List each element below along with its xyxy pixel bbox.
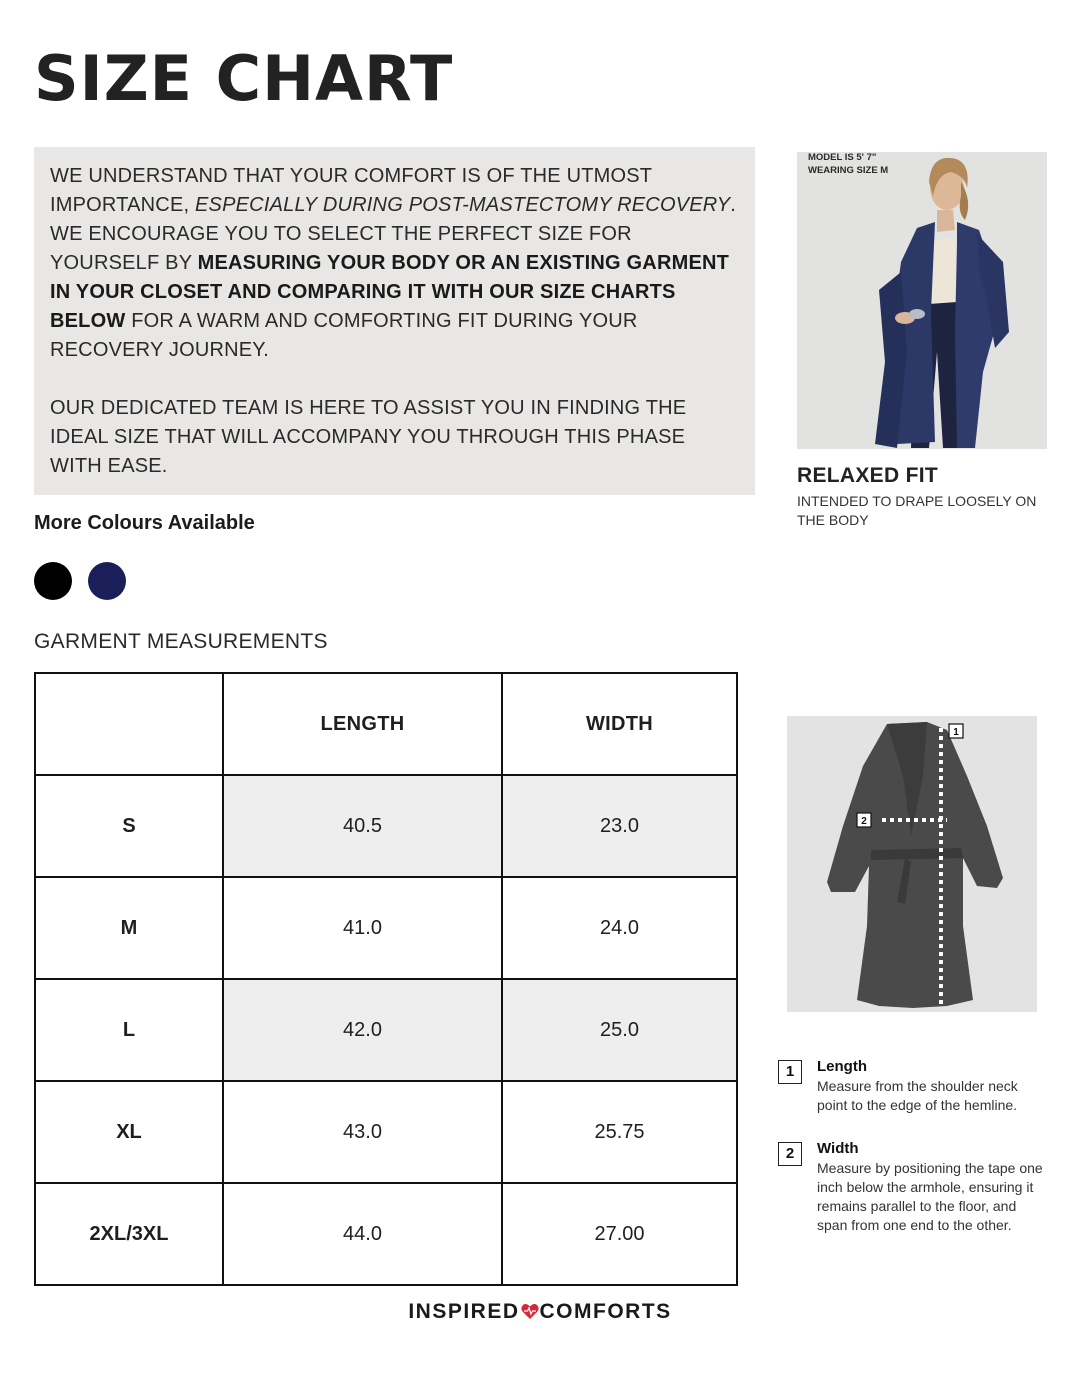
heart-icon [521, 1303, 539, 1320]
colours-heading: More Colours Available [34, 512, 255, 534]
intro-text: FOR A WARM AND COMFORTING FIT DURING YOUR RECOVERY JOURNEY. [50, 310, 638, 361]
table-header-row [35, 673, 737, 775]
model-height: MODEL IS 5' 7" [808, 152, 877, 163]
table-header-length: LENGTH [223, 673, 502, 775]
intro-paragraph-2: OUR DEDICATED TEAM IS HERE TO ASSIST YOU IN FINDING THE IDEAL SIZE THAT WILL ACCOMPANY YOU THROUGH THIS PHASE WITH EASE. [50, 397, 687, 477]
table-header-width: WIDTH [502, 673, 737, 775]
fit-description: INTENDED TO DRAPE LOOSELY ON THE BODY [797, 493, 1037, 528]
width-cell: 25.0 [502, 979, 737, 1081]
length-cell: 40.5 [223, 775, 502, 877]
intro-bold-text: MEASURING YOUR BODY OR AN EXISTING GARMENT IN YOUR CLOSET AND COMPARING IT WITH OUR SIZE CHARTS BELOW [50, 252, 730, 332]
brand-name-left: INSPIRED [408, 1300, 520, 1323]
intro-text: . WE ENCOURAGE YOU TO SELECT THE PERFECT SIZE FOR YOURSELF BY [50, 194, 736, 274]
table-header-blank [35, 673, 223, 775]
table-row [35, 979, 737, 1081]
diagram-marker-2: 2 [861, 816, 867, 827]
size-cell: L [35, 979, 223, 1081]
page-title: SIZE CHART [34, 42, 454, 115]
width-cell: 24.0 [502, 877, 737, 979]
table-row [35, 877, 737, 979]
length-cell: 42.0 [223, 979, 502, 1081]
length-cell: 41.0 [223, 877, 502, 979]
model-illustration [797, 152, 1047, 449]
size-cell: M [35, 877, 223, 979]
intro-emphasis: ESPECIALLY DURING POST-MASTECTOMY RECOVERY [195, 194, 731, 216]
intro-paragraph-1 [50, 162, 739, 365]
note-title-width: Width [817, 1140, 859, 1157]
intro-text: WE UNDERSTAND THAT YOUR COMFORT IS OF THE UTMOST IMPORTANCE, [50, 165, 652, 216]
model-size: WEARING SIZE M [808, 165, 889, 176]
table-row [35, 1081, 737, 1183]
size-cell: XL [35, 1081, 223, 1183]
measurements-heading: GARMENT MEASUREMENTS [34, 630, 328, 653]
length-cell: 43.0 [223, 1081, 502, 1183]
brand-name-right: COMFORTS [539, 1300, 672, 1323]
note-number-1: 1 [778, 1060, 802, 1084]
length-cell: 44.0 [223, 1183, 502, 1285]
note-text-width: Measure by positioning the tape one inch below the armhole, ensuring it remains parallel to the floor, and span from one end to the other. [817, 1160, 1043, 1233]
model-note [808, 151, 888, 177]
note-title-length: Length [817, 1058, 867, 1075]
width-cell: 23.0 [502, 775, 737, 877]
size-cell: 2XL/3XL [35, 1183, 223, 1285]
robe-diagram [787, 716, 1037, 1012]
note-text-length: Measure from the shoulder neck point to the edge of the hemline. [817, 1078, 1018, 1113]
garment-diagram [787, 716, 1037, 1012]
colour-swatch-navy[interactable] [88, 562, 126, 600]
intro-text-box [34, 147, 755, 495]
table-row [35, 1183, 737, 1285]
size-cell: S [35, 775, 223, 877]
table-row [35, 775, 737, 877]
note-number-2: 2 [778, 1142, 802, 1166]
width-cell: 27.00 [502, 1183, 737, 1285]
diagram-marker-1: 1 [953, 727, 959, 738]
model-photo [797, 152, 1047, 449]
brand-logo [0, 1300, 1080, 1324]
colour-swatch-black[interactable] [34, 562, 72, 600]
size-chart-table [34, 672, 738, 1286]
fit-title: RELAXED FIT [797, 464, 938, 487]
width-cell: 25.75 [502, 1081, 737, 1183]
